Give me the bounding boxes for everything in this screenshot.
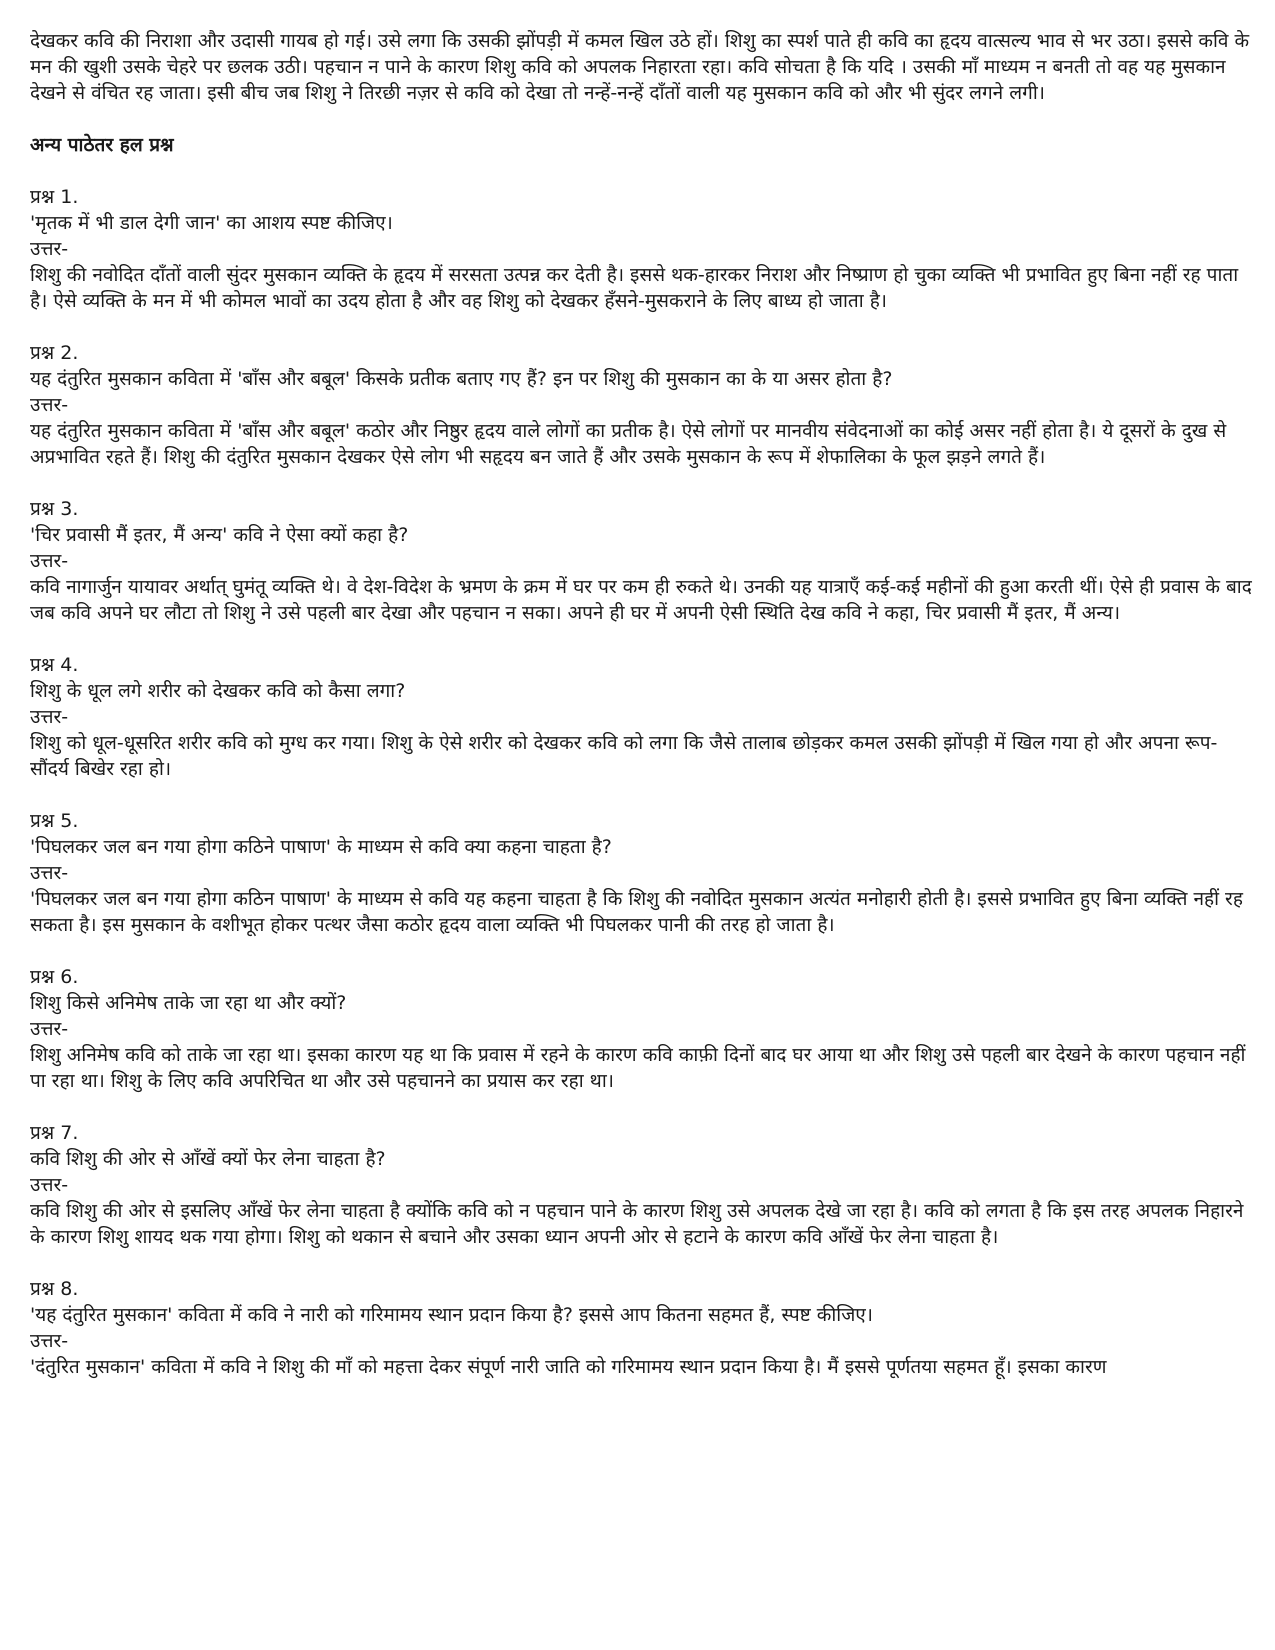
question-block-6 [30,964,1255,1094]
question-text: 'चिर प्रवासी मैं इतर, मैं अन्य' कवि ने ऐसा क्यों कहा है? [30,524,409,546]
question-block-8 [30,1276,1255,1380]
answer-text: 'दंतुरित मुसकान' कविता में कवि ने शिशु की माँ को महत्ता देकर संपूर्ण नारी जाति को गरिमामय स्थान प्रदान किया है। मैं इससे पूर्णतया सहमत हूँ। इसका कारण [30,1356,1107,1378]
answer-label: उत्तर- [30,1330,69,1352]
section-heading: अन्य पाठेतर हल प्रश्न [30,134,174,156]
intro-paragraph: देखकर कवि की निराशा और उदासी गायब हो गई। उसे लगा कि उसकी झोंपड़ी में कमल खिल उठे हों। शिशु का स्पर्श पाते ही कवि का हृदय वात्सल्य भाव से भर उठा। इससे कवि के मन की खुशी उसके चेहरे पर छलक उठी। पहचान न पाने के कारण शिशु कवि को अपलक निहारता रहा। कवि सोचता है कि यदि । उसकी माँ माध्यम न बनती तो वह यह मुसकान देखने से वंचित रह जाता। इसी बीच जब शिशु ने तिरछी नज़र से कवि को देखा तो नन्हें-नन्हें दाँतों वाली यह मुसकान कवि को और भी सुंदर लगने लगी। [30,30,1250,104]
question-text: 'पिघलकर जल बन गया होगा कठिने पाषाण' के माध्यम से कवि क्या कहना चाहता है? [30,836,612,858]
question-number: प्रश्न 5. [30,810,79,832]
answer-label: उत्तर- [30,1018,69,1040]
question-block-4 [30,652,1255,782]
question-text: कवि शिशु की ओर से आँखें क्यों फेर लेना चाहता है? [30,1148,386,1170]
question-number: प्रश्न 1. [30,186,79,208]
answer-text: 'पिघलकर जल बन गया होगा कठिन पाषाण' के माध्यम से कवि यह कहना चाहता है कि शिशु की नवोदित मुसकान अत्यंत मनोहारी होती है। इससे प्रभावित हुए बिना व्यक्ति नहीं रह सकता है। इस मुसकान के वशीभूत होकर पत्थर जैसा कठोर हृदय वाला व्यक्ति भी पिघलकर पानी की तरह हो जाता है। [30,888,1243,936]
question-number: प्रश्न 2. [30,342,79,364]
answer-label: उत्तर- [30,706,69,728]
question-block-3 [30,496,1255,626]
answer-label: उत्तर- [30,394,69,416]
answer-text: कवि नागार्जुन यायावर अर्थात् घुमंतू व्यक्ति थे। वे देश-विदेश के भ्रमण के क्रम में घर पर कम ही रुकते थे। उनकी यह यात्राएँ कई-कई महीनों की हुआ करती थीं। ऐसे ही प्रवास के बाद जब कवि अपने घर लौटा तो शिशु ने उसे पहली बार देखा और पहचान न सका। अपने ही घर में अपनी ऐसी स्थिति देख कवि ने कहा, चिर प्रवासी मैं इतर, मैं अन्य। [30,576,1252,624]
answer-label: उत्तर- [30,238,69,260]
answer-text: शिशु अनिमेष कवि को ताके जा रहा था। इसका कारण यह था कि प्रवास में रहने के कारण कवि काफ़ी दिनों बाद घर आया था और शिशु उसे पहली बार देखने के कारण पहचान नहीं पा रहा था। शिशु के लिए कवि अपरिचित था और उसे पहचानने का प्रयास कर रहा था। [30,1044,1246,1092]
answer-label: उत्तर- [30,1174,69,1196]
answer-text: शिशु को धूल-धूसरित शरीर कवि को मुग्ध कर गया। शिशु के ऐसे शरीर को देखकर कवि को लगा कि जैसे तालाब छोड़कर कमल उसकी झोंपड़ी में खिल गया हो और अपना रूप-सौंदर्य बिखेर रहा हो। [30,732,1218,780]
answer-text: कवि शिशु की ओर से इसलिए आँखें फेर लेना चाहता है क्योंकि कवि को न पहचान पाने के कारण शिशु उसे अपलक देखे जा रहा है। कवि को लगता है कि इस तरह अपलक निहारने के कारण शिशु शायद थक गया होगा। शिशु को थकान से बचाने और उसका ध्यान अपनी ओर से हटाने के कारण कवि आँखें फेर लेना चाहता है। [30,1200,1244,1248]
question-block-1 [30,184,1255,314]
question-number: प्रश्न 4. [30,654,79,676]
answer-text: शिशु की नवोदित दाँतों वाली सुंदर मुसकान व्यक्ति के हृदय में सरसता उत्पन्न कर देती है। इससे थक-हारकर निराश और निष्प्राण हो चुका व्यक्ति भी प्रभावित हुए बिना नहीं रह पाता है। ऐसे व्यक्ति के मन में भी कोमल भावों का उदय होता है और वह शिशु को देखकर हँसने-मुसकराने के लिए बाध्य हो जाता है। [30,264,1239,312]
question-block-5 [30,808,1255,938]
question-text: शिशु के धूल लगे शरीर को देखकर कवि को कैसा लगा? [30,680,406,702]
question-block-7 [30,1120,1255,1250]
answer-label: उत्तर- [30,550,69,572]
question-number: प्रश्न 8. [30,1278,79,1300]
question-number: प्रश्न 3. [30,498,79,520]
question-number: प्रश्न 7. [30,1122,79,1144]
question-number: प्रश्न 6. [30,966,79,988]
answer-label: उत्तर- [30,862,69,884]
question-text: शिशु किसे अनिमेष ताके जा रहा था और क्यों? [30,992,347,1014]
document-page [30,28,1255,1406]
answer-text: यह दंतुरित मुसकान कविता में 'बाँस और बबूल' कठोर और निष्ठुर हृदय वाले लोगों का प्रतीक है। ऐसे लोगों पर मानवीय संवेदनाओं का कोई असर नहीं होता है। ये दूसरों के दुख से अप्रभावित रहते हैं। शिशु की दंतुरित मुसकान देखकर ऐसे लोग भी सहृदय बन जाते हैं और उसके मुसकान के रूप में शेफालिका के फूल झड़ने लगते हैं। [30,420,1227,468]
question-text: यह दंतुरित मुसकान कविता में 'बाँस और बबूल' किसके प्रतीक बताए गए हैं? इन पर शिशु की मुसकान का के या असर होता है? [30,368,893,390]
question-text: 'यह दंतुरित मुसकान' कविता में कवि ने नारी को गरिमामय स्थान प्रदान किया है? इससे आप कितना सहमत हैं, स्पष्ट कीजिए। [30,1304,874,1326]
question-block-2 [30,340,1255,470]
question-text: 'मृतक में भी डाल देगी जान' का आशय स्पष्ट कीजिए। [30,212,393,234]
